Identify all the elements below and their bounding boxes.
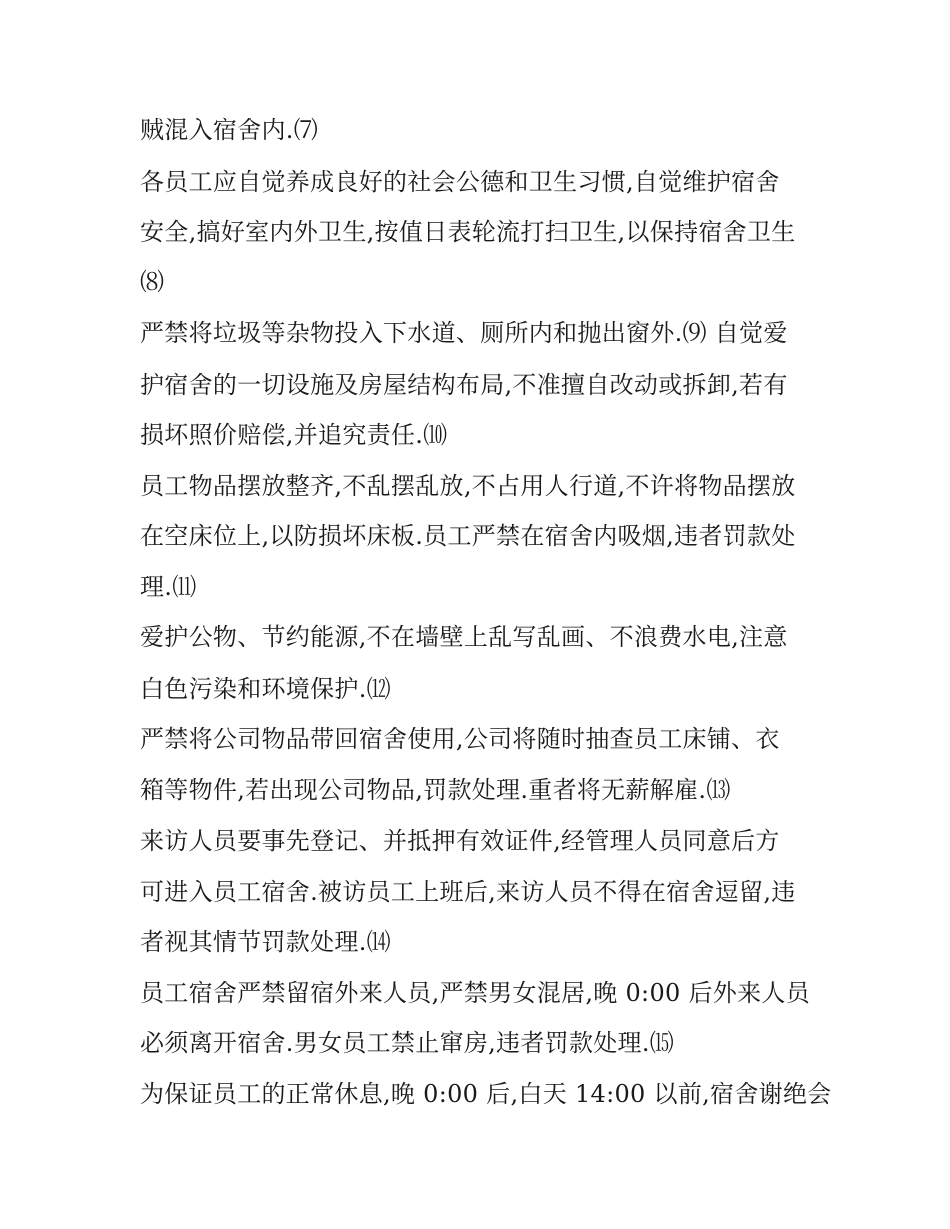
- text-line: 爱护公物、节约能源,不在墙壁上乱写乱画、不浪费水电,注意: [140, 623, 788, 651]
- text-line: 来访人员要事先登记、并抵押有效证件,经管理人员同意后方: [140, 827, 780, 855]
- text-line: 理.⑾: [140, 573, 197, 601]
- text-line: ⑻: [140, 268, 165, 296]
- text-line: 严禁将公司物品带回宿舍使用,公司将随时抽查员工床铺、衣: [140, 725, 780, 753]
- text-line: 贼混入宿舍内.⑺: [140, 116, 319, 144]
- text-line: 箱等物件,若出现公司物品,罚款处理.重者将无薪解雇.⒀: [140, 776, 731, 804]
- text-line: 护宿舍的一切设施及房屋结构布局,不准擅自改动或拆卸,若有: [140, 371, 788, 399]
- text-line: 员工宿舍严禁留宿外来人员,严禁男女混居,晚 0:00 后外来人员: [140, 979, 811, 1007]
- text-line: 严禁将垃圾等杂物投入下水道、厕所内和抛出窗外.⑼ 自觉爱: [140, 319, 788, 347]
- text-line: 在空床位上,以防损坏床板.员工严禁在宿舍内吸烟,违者罚款处: [140, 522, 796, 550]
- text-line: 白色污染和环境保护.⑿: [140, 675, 391, 703]
- text-line: 损坏照价赔偿,并追究责任.⑽: [140, 421, 448, 449]
- text-line: 可进入员工宿舍.被访员工上班后,来访人员不得在宿舍逗留,违: [140, 878, 796, 906]
- text-line: 安全,搞好室内外卫生,按值日表轮流打扫卫生,以保持宿舍卫生: [140, 218, 796, 246]
- text-line: 员工物品摆放整齐,不乱摆乱放,不占用人行道,不许将物品摆放: [140, 472, 796, 500]
- text-line: 各员工应自觉养成良好的社会公德和卫生习惯,自觉维护宿舍: [140, 168, 780, 196]
- text-line: 为保证员工的正常休息,晚 0:00 后,白天 14:00 以前,宿舍谢绝会: [140, 1080, 832, 1108]
- text-line: 必须离开宿舍.男女员工禁止窜房,违者罚款处理.⒂: [140, 1029, 675, 1057]
- text-line: 者视其情节罚款处理.⒁: [140, 928, 391, 956]
